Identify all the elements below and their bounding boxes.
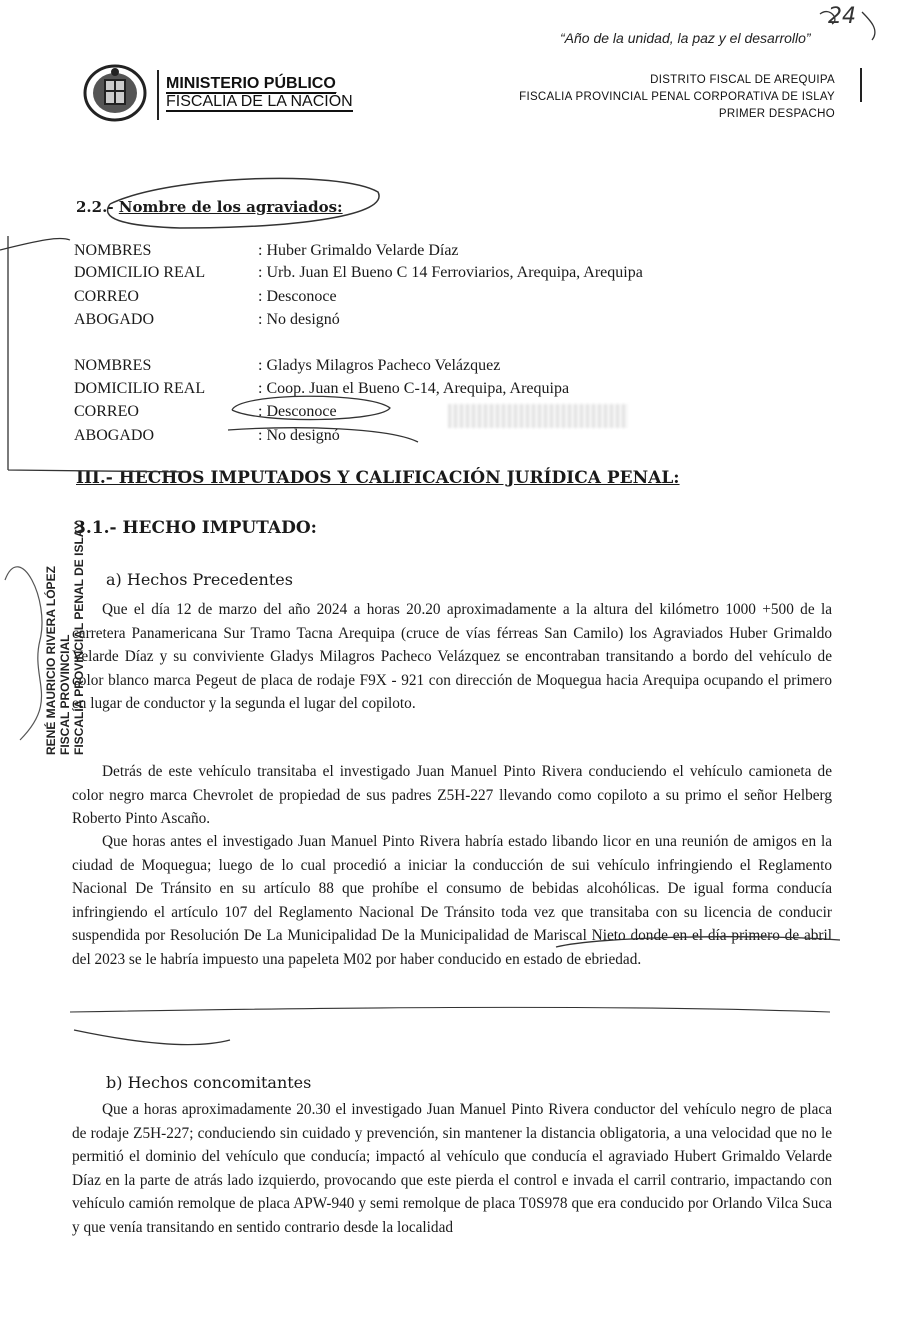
person-1-domicilio-row <box>74 262 643 284</box>
nombres-value: : Huber Grimaldo Velarde Díaz <box>258 242 459 259</box>
domicilio-label: DOMICILIO REAL <box>74 380 206 397</box>
stamp-line-2: FISCAL PROVINCIAL <box>58 634 72 755</box>
ministry-title <box>166 76 353 112</box>
abogado-value: : No designó <box>258 427 340 444</box>
office-block <box>519 72 835 123</box>
abogado-label: ABOGADO <box>74 427 154 444</box>
section-2-2-title <box>76 198 343 216</box>
subsection-b-title: b) Hechos concomitantes <box>106 1073 312 1092</box>
stamp-line-3: FISCALÍA PROVINCIAL PENAL DE ISLAY <box>72 521 86 755</box>
header-right-bar <box>860 68 862 102</box>
section-3-title: III.- HECHOS IMPUTADOS Y CALIFICACIÓN JURÍDICA PENAL: <box>76 468 680 488</box>
section-2-2-number: 2.2.- <box>76 198 119 216</box>
person-2-nombres-row <box>74 355 500 377</box>
person-1-abogado-row <box>74 309 340 331</box>
domicilio-value: : Urb. Juan El Bueno C 14 Ferroviarios, Arequipa, Arequipa <box>258 264 643 281</box>
person-1-nombres-row <box>74 240 459 262</box>
subsection-a-title: a) Hechos Precedentes <box>106 570 293 589</box>
section-2-2-text: Nombre de los agraviados: <box>118 198 343 216</box>
paragraph-b1: Que a horas aproximadamente 20.30 el investigado Juan Manuel Pinto Rivera conductor del vehículo negro de placa de rodaje Z5H-227; conduciendo sin cuidado y prevención, sin mantener la distancia obligatoria, a una velocidad que no le permitió el dominio del vehículo que conducía; impactó al vehículo que conducía el agraviado Hubert Grimaldo Velarde Díaz en la parte de atrás lado izquierdo, provocando que este pierda el control e invada el carril contrario, impactando con vehículo camión remolque de placa APW-940 y semi remolque de placa T0S978 que era conducido por Orlando Vilca Suca y que venía transitando en sentido contrario desde la localidad <box>72 1101 832 1236</box>
nombres-label: NOMBRES <box>74 242 152 259</box>
correo-value: : Desconoce <box>258 403 337 420</box>
person-2-correo-row <box>74 401 337 423</box>
district-name: DISTRITO FISCAL DE AREQUIPA <box>650 74 835 86</box>
correo-label: CORREO <box>74 288 139 305</box>
coat-of-arms-icon <box>80 62 150 124</box>
paragraph-a2: Detrás de este vehículo transitaba el investigado Juan Manuel Pinto Rivera conduciendo el vehículo camioneta de color negro marca Chevrolet de propiedad de sus padres Z5H-227 llevando como copiloto a su primo el señor Helberg Roberto Pinto Ascaño. <box>72 763 832 828</box>
domicilio-label: DOMICILIO REAL <box>74 264 206 281</box>
header-divider <box>157 70 159 120</box>
handwritten-page-number: 24 <box>828 4 856 29</box>
section-3-1-title: 3.1.- HECHO IMPUTADO: <box>74 518 317 538</box>
abogado-label: ABOGADO <box>74 311 154 328</box>
stamp-line-1: RENÉ MAURICIO RIVERA LÓPEZ <box>44 566 58 755</box>
domicilio-value: : Coop. Juan el Bueno C-14, Arequipa, Arequipa <box>258 380 570 397</box>
abogado-value: : No designó <box>258 311 340 328</box>
fiscal-stamp <box>44 522 86 755</box>
correo-label: CORREO <box>74 403 139 420</box>
redacted-blur <box>448 404 628 428</box>
nombres-label: NOMBRES <box>74 357 152 374</box>
paragraph-a3: Que horas antes el investigado Juan Manuel Pinto Rivera habría estado libando licor en una reunión de amigos en la ciudad de Moquegua; luego de lo cual procedió a iniciar la conducción de sui vehículo infringiendo el Reglamento Nacional De Tránsito en su artículo 88 que prohíbe el consumo de bebidas alcohólicas. De igual forma conducía infringiendo el artículo 107 del Reglamento Nacional De Tránsito toda vez que transitaba con su licencia de conducir suspendida por Resolución De La Municipalidad De la Municipalidad de Mariscal Nieto donde en el día primero de abril del 2023 se le habría impuesto una papeleta M02 por haber conducido en estado de ebriedad. <box>72 833 832 968</box>
person-2-domicilio-row <box>74 378 569 400</box>
person-1-correo-row <box>74 286 337 308</box>
ministry-line-1: MINISTERIO PÚBLICO <box>166 75 336 92</box>
office-name: FISCALIA PROVINCIAL PENAL CORPORATIVA DE ISLAY <box>519 91 835 103</box>
year-motto: “Año de la unidad, la paz y el desarrollo” <box>560 30 811 46</box>
paragraph-a1: Que el día 12 de marzo del año 2024 a horas 20.20 aproximadamente a la altura del kilómetro 1000 +500 de la carretera Panamericana Sur Tramo Tacna Arequipa (cruce de vías férreas San Camilo) los Agraviados Huber Grimaldo Velarde Díaz y su conviviente Gladys Milagros Pacheco Velázquez se encontraban transitando a bordo del vehículo de color blanco marca Pegeut de placa de rodaje F9X - 921 con dirección de Moquegua hacia Arequipa ocupando el primero en lugar de conductor y la segunda el lugar del copiloto. <box>72 601 832 713</box>
correo-value: : Desconoce <box>258 288 337 305</box>
desk-name: PRIMER DESPACHO <box>718 108 835 120</box>
nombres-value: : Gladys Milagros Pacheco Velázquez <box>258 357 501 374</box>
person-2-abogado-row <box>74 425 340 447</box>
ministry-line-2: FISCALÍA DE LA NACIÓN <box>166 93 353 110</box>
